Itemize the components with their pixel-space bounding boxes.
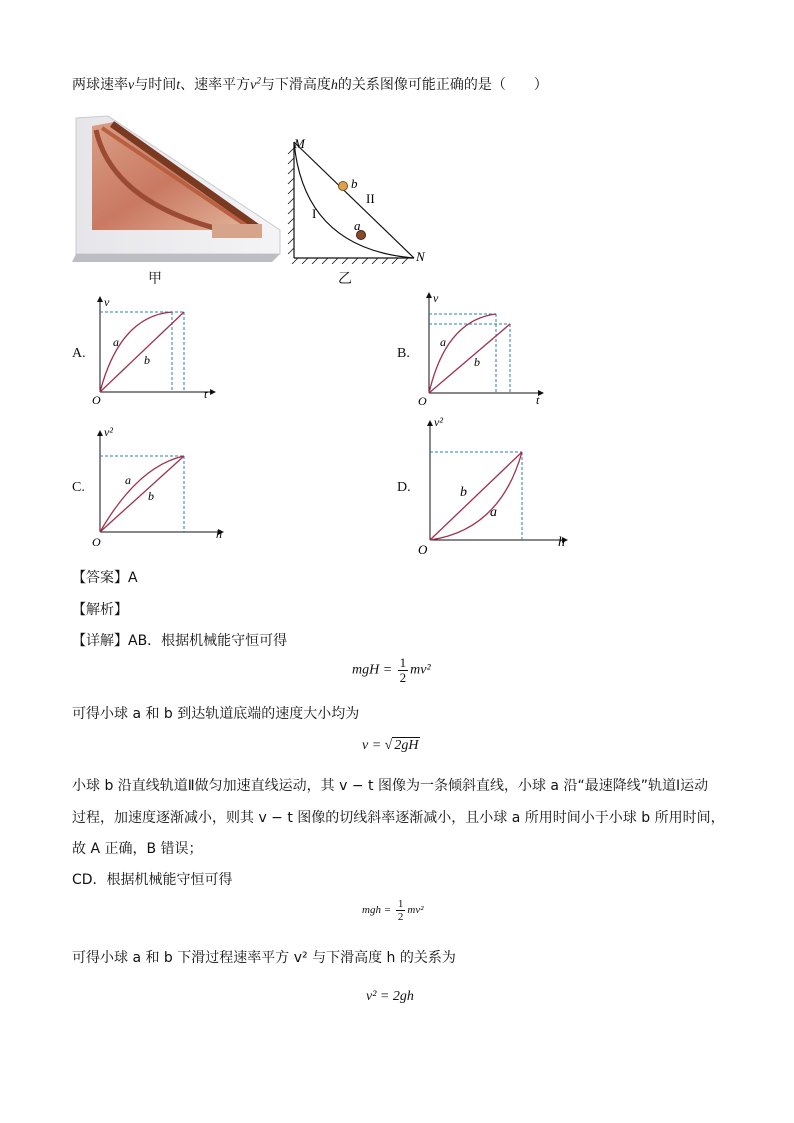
figure-yi-diagram xyxy=(284,134,434,264)
option-B-curve-a xyxy=(429,314,496,393)
svg-text:v: v xyxy=(433,291,439,305)
track-I-label: I xyxy=(312,206,317,221)
detail-line-1: 【详解】AB．根据机械能守恒可得 xyxy=(72,633,288,649)
detail-line-7: 可得小球 a 和 b 下滑过程速率平方 v² 与下滑高度 h 的关系为 xyxy=(72,950,456,966)
svg-text:t: t xyxy=(204,387,208,401)
question-text: 两球速率v与时间t、速率平方$v^2$与下滑高度h的关系图像可能正确的是（ ） xyxy=(72,75,548,93)
svg-text:a: a xyxy=(440,335,446,349)
option-D-graph xyxy=(414,414,574,556)
figure-jia-illustration xyxy=(72,112,282,262)
detail-line-6: CD．根据机械能守恒可得 xyxy=(72,872,233,888)
detail-line-5: 故 A 正确，B 错误； xyxy=(72,841,203,857)
option-B-graph xyxy=(414,288,548,406)
equation-4: v² = 2gh xyxy=(366,989,414,1004)
track-II-label: II xyxy=(366,191,375,206)
point-M-label: M xyxy=(294,136,305,151)
svg-text:a: a xyxy=(125,473,131,487)
option-B-label: B. xyxy=(397,346,410,361)
analysis-tag: 【解析】 xyxy=(72,602,128,618)
option-D-curve-b xyxy=(430,452,522,540)
option-C-curve-b xyxy=(100,456,184,532)
ball-b-label: b xyxy=(351,176,358,191)
svg-text:a: a xyxy=(490,505,497,520)
svg-text:v: v xyxy=(104,295,110,309)
ball-a-label: a xyxy=(354,218,361,233)
option-D-label: D. xyxy=(397,480,411,495)
svg-text:a: a xyxy=(113,335,119,349)
equation-3: mgh = $\frac{1}{2}$ mv² xyxy=(362,898,424,923)
option-A-label: A. xyxy=(72,346,86,361)
option-A-curve-b xyxy=(100,312,184,392)
equation-2: v = √ 2gH xyxy=(362,738,419,753)
svg-text:O: O xyxy=(92,535,101,549)
figure-yi-caption: 乙 xyxy=(338,271,352,287)
svg-text:b: b xyxy=(474,355,480,369)
point-N-label: N xyxy=(416,249,425,264)
detail-line-4: 过程，加速度逐渐减小，则其 v − t 图像的切线斜率逐渐减小，且小球 a 所用时间小于小球 b 所用时间， xyxy=(72,810,725,826)
svg-text:b: b xyxy=(144,353,150,367)
svg-text:b: b xyxy=(148,489,154,503)
svg-text:v²: v² xyxy=(104,425,113,439)
option-C-label: C. xyxy=(72,480,85,495)
svg-text:t: t xyxy=(536,393,540,406)
svg-text:v²: v² xyxy=(434,415,443,429)
equation-1: mgH = $\frac{1}{2}$ mv² xyxy=(352,655,431,685)
svg-text:O: O xyxy=(418,394,427,406)
svg-text:O: O xyxy=(418,542,428,556)
detail-line-2: 可得小球 a 和 b 到达轨道底端的速度大小均为 xyxy=(72,706,360,722)
option-A-graph xyxy=(88,294,218,406)
option-A-curve-a xyxy=(100,312,172,392)
svg-text:b: b xyxy=(460,485,467,500)
figure-jia-caption: 甲 xyxy=(148,271,162,287)
answer-line: 【答案】A xyxy=(72,570,138,586)
svg-text:h: h xyxy=(558,535,565,550)
option-C-graph xyxy=(88,424,228,550)
svg-text:O: O xyxy=(92,393,101,406)
detail-line-3: 小球 b 沿直线轨道Ⅱ做匀加速直线运动，其 v − t 图像为一条倾斜直线，小球 a 沿“最速降线”轨道Ⅰ运动 xyxy=(72,778,709,794)
svg-text:h: h xyxy=(216,527,222,541)
